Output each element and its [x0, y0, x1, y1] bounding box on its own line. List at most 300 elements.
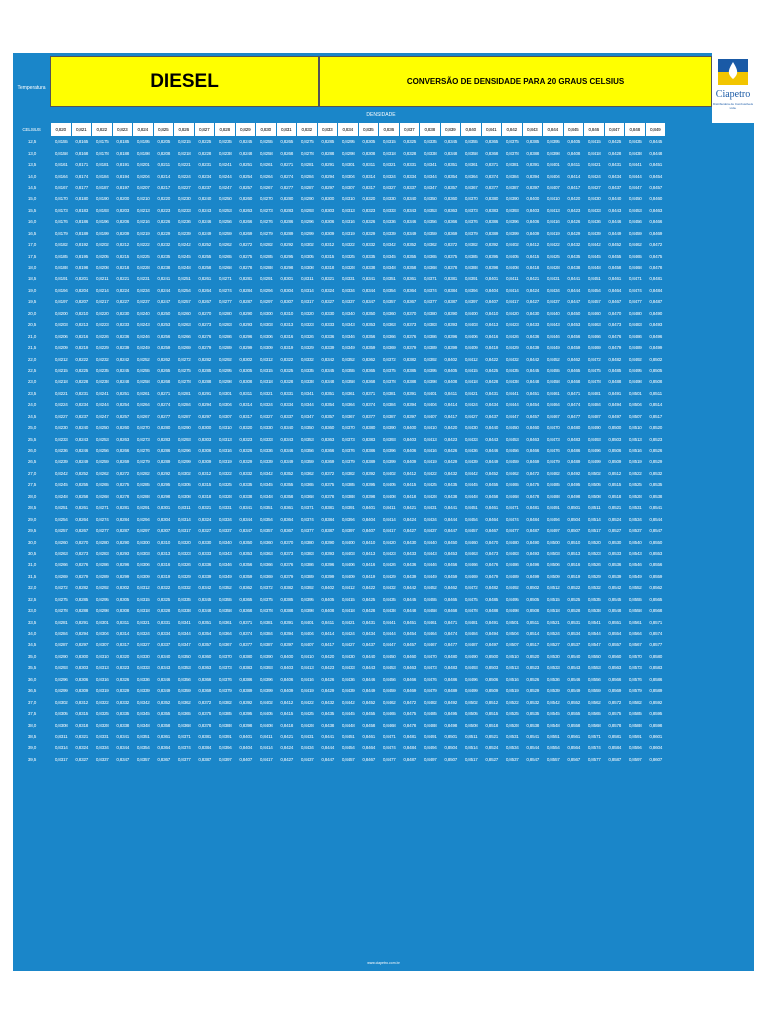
density-value-cell: 0,8285	[136, 482, 150, 488]
density-value-cell: 0,8534	[567, 631, 581, 637]
density-value-cell: 0,8442	[526, 356, 540, 362]
table-row	[13, 342, 754, 353]
density-value-cell: 0,8296	[116, 562, 130, 568]
density-value-cell: 0,8351	[321, 390, 335, 396]
table-row	[13, 571, 754, 582]
density-value-cell: 0,8323	[300, 322, 314, 328]
density-value-cell: 0,8270	[259, 196, 273, 202]
density-value-cell: 0,8384	[259, 631, 273, 637]
density-value-cell: 0,8512	[485, 699, 499, 705]
density-value-cell: 0,8424	[464, 402, 478, 408]
density-value-cell: 0,8381	[382, 390, 396, 396]
density-value-cell: 0,8408	[444, 379, 458, 385]
density-value-cell: 0,8167	[54, 184, 68, 190]
density-value-cell: 0,8496	[526, 562, 540, 568]
density-value-cell: 0,8318	[259, 379, 273, 385]
density-value-cell: 0,8354	[259, 516, 273, 522]
density-value-cell: 0,8477	[444, 642, 458, 648]
density-value-cell: 0,8426	[382, 562, 396, 568]
density-value-cell: 0,8407	[423, 413, 437, 419]
density-value-cell: 0,8356	[177, 676, 191, 682]
density-value-cell: 0,8278	[54, 608, 68, 614]
table-row	[13, 651, 754, 662]
table-row	[13, 319, 754, 330]
density-value-cell: 0,8567	[628, 642, 642, 648]
density-value-cell: 0,8541	[649, 505, 663, 511]
density-value-cell: 0,8384	[198, 745, 212, 751]
density-value-cell: 0,8526	[587, 562, 601, 568]
density-value-cell: 0,8513	[567, 550, 581, 556]
density-value-cell: 0,8541	[526, 733, 540, 739]
density-value-cell: 0,8233	[54, 436, 68, 442]
density-value-cell: 0,8437	[546, 299, 560, 305]
density-value-cell: 0,8453	[628, 207, 642, 213]
density-header-cell: 0,824	[133, 123, 154, 136]
density-value-cell: 0,8283	[280, 207, 294, 213]
density-value-cell: 0,8359	[239, 573, 253, 579]
density-value-cell: 0,8418	[341, 608, 355, 614]
density-value-cell: 0,8524	[485, 745, 499, 751]
density-value-cell: 0,8526	[649, 448, 663, 454]
density-value-cell: 0,8369	[321, 459, 335, 465]
density-value-cell: 0,8443	[362, 665, 376, 671]
density-value-cell: 0,8367	[341, 413, 355, 419]
density-value-cell: 0,8346	[403, 219, 417, 225]
density-value-cell: 0,8418	[587, 150, 601, 156]
density-value-cell: 0,8278	[300, 150, 314, 156]
density-value-cell: 0,8462	[628, 242, 642, 248]
density-value-cell: 0,8208	[157, 150, 171, 156]
density-value-cell: 0,8299	[239, 345, 253, 351]
density-value-cell: 0,8479	[546, 459, 560, 465]
density-value-cell: 0,8528	[505, 722, 519, 728]
density-value-cell: 0,8238	[95, 379, 109, 385]
density-value-cell: 0,8326	[177, 562, 191, 568]
density-value-cell: 0,8488	[608, 379, 622, 385]
density-value-cell: 0,8411	[259, 733, 273, 739]
density-value-cell: 0,8536	[608, 562, 622, 568]
density-value-cell: 0,8418	[403, 493, 417, 499]
density-value-cell: 0,8261	[259, 162, 273, 168]
density-value-cell: 0,8244	[218, 173, 232, 179]
density-value-cell: 0,8380	[423, 310, 437, 316]
density-value-cell: 0,8316	[157, 562, 171, 568]
density-value-cell: 0,8393	[382, 436, 396, 442]
density-value-cell: 0,8242	[116, 356, 130, 362]
density-value-cell: 0,8303	[321, 207, 335, 213]
density-value-cell: 0,8301	[280, 276, 294, 282]
density-value-cell: 0,8224	[54, 402, 68, 408]
density-value-cell: 0,8456	[382, 676, 396, 682]
density-value-cell: 0,8253	[218, 207, 232, 213]
density-value-cell: 0,8265	[95, 482, 109, 488]
density-value-cell: 0,8583	[649, 665, 663, 671]
density-value-cell: 0,8509	[608, 459, 622, 465]
density-value-cell: 0,8595	[649, 711, 663, 717]
density-value-cell: 0,8347	[362, 299, 376, 305]
density-value-cell: 0,8398	[485, 265, 499, 271]
density-value-cell: 0,8404	[423, 402, 437, 408]
density-value-cell: 0,8476	[485, 562, 499, 568]
density-value-cell: 0,8518	[608, 493, 622, 499]
density-value-cell: 0,8482	[485, 585, 499, 591]
temperature-cell: 23,5	[27, 390, 37, 396]
density-value-cell: 0,8239	[54, 459, 68, 465]
density-value-cell: 0,8356	[423, 219, 437, 225]
density-value-cell: 0,8348	[259, 493, 273, 499]
density-value-cell: 0,8397	[218, 756, 232, 762]
density-value-cell: 0,8405	[321, 596, 335, 602]
density-value-cell: 0,8432	[321, 699, 335, 705]
density-value-cell: 0,8337	[280, 413, 294, 419]
density-value-cell: 0,8448	[649, 150, 663, 156]
density-value-cell: 0,8375	[321, 482, 335, 488]
density-value-cell: 0,8390	[382, 425, 396, 431]
density-value-cell: 0,8296	[300, 219, 314, 225]
density-value-cell: 0,8342	[136, 699, 150, 705]
density-value-cell: 0,8387	[505, 184, 519, 190]
density-value-cell: 0,8366	[382, 333, 396, 339]
density-value-cell: 0,8354	[136, 745, 150, 751]
density-value-cell: 0,8439	[403, 573, 417, 579]
temperature-cell: 35,0	[27, 653, 37, 659]
temperature-cell: 22,5	[27, 367, 37, 373]
density-value-cell: 0,8430	[341, 653, 355, 659]
density-value-cell: 0,8433	[464, 436, 478, 442]
density-value-cell: 0,8371	[300, 505, 314, 511]
density-value-cell: 0,8205	[95, 253, 109, 259]
density-value-cell: 0,8519	[505, 688, 519, 694]
density-value-cell: 0,8484	[526, 516, 540, 522]
density-value-cell: 0,8533	[608, 550, 622, 556]
density-value-cell: 0,8307	[280, 299, 294, 305]
density-value-cell: 0,8478	[464, 608, 478, 614]
density-value-cell: 0,8206	[116, 219, 130, 225]
density-value-cell: 0,8488	[485, 608, 499, 614]
density-value-cell: 0,8341	[423, 162, 437, 168]
density-value-cell: 0,8473	[423, 665, 437, 671]
density-value-cell: 0,8340	[403, 196, 417, 202]
density-value-cell: 0,8325	[341, 253, 355, 259]
density-value-cell: 0,8375	[505, 139, 519, 145]
density-value-cell: 0,8328	[218, 493, 232, 499]
density-value-cell: 0,8532	[587, 585, 601, 591]
density-value-cell: 0,8300	[259, 310, 273, 316]
density-value-cell: 0,8422	[423, 470, 437, 476]
density-value-cell: 0,8390	[321, 539, 335, 545]
density-value-cell: 0,8356	[239, 562, 253, 568]
temperature-cell: 18,5	[27, 276, 37, 282]
density-value-cell: 0,8466	[403, 676, 417, 682]
density-value-cell: 0,8448	[464, 493, 478, 499]
density-value-cell: 0,8423	[444, 436, 458, 442]
density-value-cell: 0,8379	[341, 459, 355, 465]
density-value-cell: 0,8265	[157, 367, 171, 373]
density-value-cell: 0,8435	[628, 139, 642, 145]
density-value-cell: 0,8230	[54, 425, 68, 431]
density-value-cell: 0,8287	[300, 184, 314, 190]
density-value-cell: 0,8367	[464, 184, 478, 190]
density-value-cell: 0,8274	[157, 402, 171, 408]
density-value-cell: 0,8428	[485, 379, 499, 385]
density-value-cell: 0,8455	[362, 711, 376, 717]
density-value-cell: 0,8319	[280, 345, 294, 351]
density-value-cell: 0,8531	[628, 505, 642, 511]
density-value-cell: 0,8556	[587, 676, 601, 682]
density-value-cell: 0,8365	[485, 139, 499, 145]
density-value-cell: 0,8436	[403, 562, 417, 568]
density-value-cell: 0,8505	[526, 596, 540, 602]
density-value-cell: 0,8355	[280, 482, 294, 488]
density-value-cell: 0,8338	[300, 379, 314, 385]
density-value-cell: 0,8282	[136, 470, 150, 476]
density-value-cell: 0,8495	[505, 596, 519, 602]
density-value-cell: 0,8420	[444, 425, 458, 431]
density-value-cell: 0,8198	[75, 265, 89, 271]
density-value-cell: 0,8340	[157, 653, 171, 659]
density-value-cell: 0,8348	[444, 150, 458, 156]
density-value-cell: 0,8494	[423, 745, 437, 751]
density-value-cell: 0,8287	[177, 413, 191, 419]
density-value-cell: 0,8398	[362, 493, 376, 499]
density-value-cell: 0,8251	[239, 162, 253, 168]
density-value-cell: 0,8220	[95, 310, 109, 316]
density-value-cell: 0,8437	[300, 756, 314, 762]
density-value-cell: 0,8470	[423, 653, 437, 659]
density-value-cell: 0,8569	[608, 688, 622, 694]
density-value-cell: 0,8436	[526, 333, 540, 339]
density-value-cell: 0,8440	[485, 425, 499, 431]
density-value-cell: 0,8334	[403, 173, 417, 179]
density-value-cell: 0,8391	[526, 162, 540, 168]
density-value-cell: 0,8207	[75, 299, 89, 305]
density-value-cell: 0,8492	[628, 356, 642, 362]
density-value-cell: 0,8444	[628, 173, 642, 179]
density-value-cell: 0,8275	[54, 596, 68, 602]
density-value-cell: 0,8259	[218, 230, 232, 236]
density-value-cell: 0,8155	[54, 139, 68, 145]
density-value-cell: 0,8456	[505, 448, 519, 454]
density-value-cell: 0,8208	[95, 265, 109, 271]
density-value-cell: 0,8470	[485, 539, 499, 545]
density-value-cell: 0,8417	[321, 642, 335, 648]
density-value-cell: 0,8325	[403, 139, 417, 145]
density-value-cell: 0,8368	[362, 379, 376, 385]
density-value-cell: 0,8382	[341, 470, 355, 476]
density-value-cell: 0,8408	[505, 265, 519, 271]
density-value-cell: 0,8458	[608, 265, 622, 271]
density-value-cell: 0,8344	[423, 173, 437, 179]
density-value-cell: 0,8237	[75, 413, 89, 419]
density-value-cell: 0,8322	[280, 356, 294, 362]
density-value-cell: 0,8494	[608, 402, 622, 408]
density-value-cell: 0,8240	[198, 196, 212, 202]
density-value-cell: 0,8323	[239, 436, 253, 442]
density-value-cell: 0,8395	[485, 253, 499, 259]
density-value-cell: 0,8216	[136, 219, 150, 225]
density-value-cell: 0,8428	[362, 608, 376, 614]
density-value-cell: 0,8223	[95, 322, 109, 328]
density-value-cell: 0,8462	[444, 585, 458, 591]
density-value-cell: 0,8302	[116, 585, 130, 591]
density-value-cell: 0,8428	[546, 265, 560, 271]
density-value-cell: 0,8421	[341, 619, 355, 625]
density-value-cell: 0,8487	[649, 299, 663, 305]
density-value-cell: 0,8251	[54, 505, 68, 511]
density-value-cell: 0,8347	[300, 413, 314, 419]
table-row	[13, 399, 754, 410]
density-value-cell: 0,8346	[157, 676, 171, 682]
table-row	[13, 594, 754, 605]
density-value-cell: 0,8311	[300, 276, 314, 282]
density-value-cell: 0,8328	[95, 722, 109, 728]
density-value-cell: 0,8539	[608, 573, 622, 579]
density-value-cell: 0,8218	[54, 379, 68, 385]
density-value-cell: 0,8547	[649, 528, 663, 534]
density-value-cell: 0,8581	[608, 733, 622, 739]
density-value-cell: 0,8407	[239, 756, 253, 762]
density-value-cell: 0,8394	[341, 516, 355, 522]
density-value-cell: 0,8312	[321, 242, 335, 248]
density-value-cell: 0,8535	[649, 482, 663, 488]
density-value-cell: 0,8471	[382, 733, 396, 739]
density-value-cell: 0,8357	[382, 299, 396, 305]
density-table	[13, 123, 754, 765]
density-value-cell: 0,8379	[403, 345, 417, 351]
table-row	[13, 662, 754, 673]
density-value-cell: 0,8437	[423, 528, 437, 534]
density-value-cell: 0,8392	[239, 699, 253, 705]
table-row	[13, 159, 754, 170]
density-value-cell: 0,8384	[382, 402, 396, 408]
density-value-cell: 0,8298	[280, 265, 294, 271]
density-value-cell: 0,8337	[403, 184, 417, 190]
density-value-cell: 0,8338	[177, 608, 191, 614]
density-value-cell: 0,8483	[567, 436, 581, 442]
density-value-cell: 0,8383	[362, 436, 376, 442]
density-value-cell: 0,8346	[341, 333, 355, 339]
density-value-cell: 0,8289	[95, 573, 109, 579]
density-value-cell: 0,8272	[177, 356, 191, 362]
density-value-cell: 0,8455	[423, 596, 437, 602]
density-value-cell: 0,8381	[444, 276, 458, 282]
density-value-cell: 0,8398	[423, 379, 437, 385]
density-value-cell: 0,8363	[382, 322, 396, 328]
density-value-cell: 0,8490	[587, 425, 601, 431]
density-value-cell: 0,8227	[177, 184, 191, 190]
density-value-cell: 0,8332	[239, 470, 253, 476]
density-value-cell: 0,8417	[444, 413, 458, 419]
density-value-cell: 0,8491	[546, 505, 560, 511]
density-value-cell: 0,8446	[608, 219, 622, 225]
density-value-cell: 0,8292	[218, 356, 232, 362]
density-value-cell: 0,8250	[157, 310, 171, 316]
product-title: DIESEL	[50, 56, 319, 107]
density-value-cell: 0,8348	[321, 379, 335, 385]
density-value-cell: 0,8404	[485, 287, 499, 293]
density-value-cell: 0,8574	[587, 745, 601, 751]
temperature-label: Temperatura	[17, 85, 46, 91]
density-value-cell: 0,8335	[239, 482, 253, 488]
density-value-cell: 0,8234	[136, 287, 150, 293]
density-value-cell: 0,8483	[444, 665, 458, 671]
density-value-cell: 0,8359	[362, 345, 376, 351]
density-value-cell: 0,8336	[382, 219, 396, 225]
density-value-cell: 0,8358	[403, 265, 417, 271]
density-value-cell: 0,8438	[567, 265, 581, 271]
density-value-cell: 0,8468	[505, 493, 519, 499]
density-value-cell: 0,8305	[300, 253, 314, 259]
density-value-cell: 0,8508	[526, 608, 540, 614]
density-value-cell: 0,8349	[218, 573, 232, 579]
density-value-cell: 0,8477	[505, 528, 519, 534]
density-value-cell: 0,8238	[218, 150, 232, 156]
density-value-cell: 0,8507	[444, 756, 458, 762]
density-value-cell: 0,8274	[218, 287, 232, 293]
density-value-cell: 0,8351	[444, 162, 458, 168]
footer-url: www.ciapetro.com.br	[367, 961, 400, 965]
density-value-cell: 0,8449	[423, 573, 437, 579]
temperature-cell: 14,0	[27, 173, 37, 179]
density-value-cell: 0,8335	[177, 596, 191, 602]
table-row	[13, 411, 754, 422]
density-value-cell: 0,8401	[485, 276, 499, 282]
density-value-cell: 0,8213	[75, 322, 89, 328]
density-value-cell: 0,8263	[54, 550, 68, 556]
density-value-cell: 0,8377	[362, 413, 376, 419]
density-value-cell: 0,8459	[444, 573, 458, 579]
density-header-cell: 0,832	[297, 123, 318, 136]
density-value-cell: 0,8369	[444, 230, 458, 236]
temperature-cell: 15,0	[27, 196, 37, 202]
density-header-cell: 0,847	[605, 123, 626, 136]
density-value-cell: 0,8376	[403, 333, 417, 339]
density-value-cell: 0,8251	[177, 276, 191, 282]
density-value-cell: 0,8445	[341, 711, 355, 717]
density-value-cell: 0,8223	[157, 207, 171, 213]
density-value-cell: 0,8312	[198, 470, 212, 476]
density-value-cell: 0,8338	[116, 722, 130, 728]
density-value-cell: 0,8350	[362, 310, 376, 316]
density-value-cell: 0,8386	[362, 448, 376, 454]
temperature-cell: 33,5	[27, 619, 37, 625]
density-value-cell: 0,8463	[649, 207, 663, 213]
density-value-cell: 0,8334	[157, 631, 171, 637]
density-value-cell: 0,8455	[608, 253, 622, 259]
density-value-cell: 0,8503	[608, 436, 622, 442]
density-value-cell: 0,8420	[505, 310, 519, 316]
density-value-cell: 0,8578	[608, 722, 622, 728]
density-value-cell: 0,8462	[382, 699, 396, 705]
density-value-cell: 0,8489	[505, 573, 519, 579]
density-value-cell: 0,8307	[95, 642, 109, 648]
density-value-cell: 0,8477	[567, 413, 581, 419]
density-value-cell: 0,8352	[280, 470, 294, 476]
density-value-cell: 0,8447	[382, 642, 396, 648]
table-row	[13, 559, 754, 570]
density-value-cell: 0,8394	[526, 173, 540, 179]
density-value-cell: 0,8298	[341, 150, 355, 156]
density-value-cell: 0,8311	[239, 390, 252, 396]
density-value-cell: 0,8419	[423, 459, 437, 465]
density-value-cell: 0,8333	[198, 550, 212, 556]
density-value-cell: 0,8429	[505, 345, 519, 351]
density-value-cell: 0,8417	[382, 528, 396, 534]
density-value-cell: 0,8235	[157, 253, 171, 259]
density-header-cell: 0,830	[256, 123, 277, 136]
density-value-cell: 0,8467	[423, 642, 437, 648]
density-value-cell: 0,8237	[198, 184, 212, 190]
